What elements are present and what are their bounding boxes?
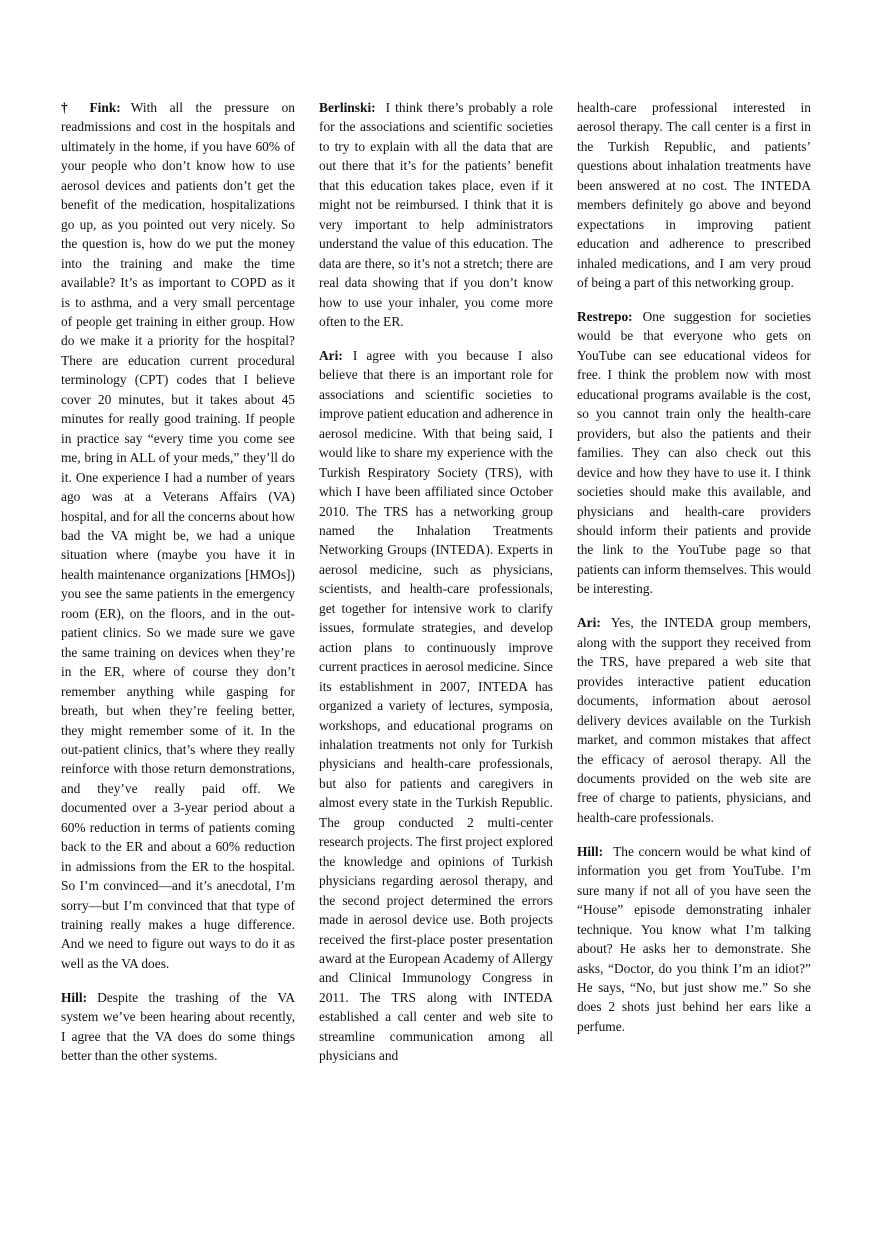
paragraph-hill-1 — [61, 988, 295, 1066]
text-column-2 — [319, 98, 553, 1066]
speaker-label-fink: Fink: — [89, 100, 121, 115]
paragraph-body: With all the pressure on readmissions and cost in the hospitals and ultimately in the home, if you have 60% of your people who don’t know how to use aerosol devices and patients don’t get the benefit of the medication, hospitalizations go up, as you pointed out very nicely. So the question is, how do we put the money into the training and make the time available? It’s as important to COPD as it is to asthma, and a very small percentage of people get training in either group. How do we make it a priority for the hospital? There are education current procedural terminology (CPT) codes that I believe cover 20 minutes, but it takes about 45 minutes for really good training. If people in practice say “every time you come see me, bring in ALL of your meds,” they’ll do it. One experience I had a number of years ago was at a Veterans Affairs (VA) hospital, and for all the concerns about how bad the VA might be, we had a unique situation where (maybe you have it in health maintenance organizations [HMOs]) you see the same patients in the emergency room (ER), on the floors, and in the out-patient clinics. So we made sure we gave the same training on devices when they’re in the ER, where of course they don’t remember anything while gasping for breath, but when they’re feeling better, they might remember some of it. In the out-patient clinics, that’s where they really reinforce with those return demonstrations, and they’ve really paid off. We documented over a 3-year period about a 60% reduction in terms of patients coming back to the ER and about a 60% reduction in admissions from the ER to the hospital. So I’m convinced—and it’s anecdotal, I’m sorry—but I’m convinced that that type of training really makes a huge difference. And we need to figure out ways to do it as well as the VA does. — [61, 100, 296, 971]
speaker-label-ari: Ari: — [319, 347, 343, 363]
speaker-label-berlinski: Berlinski: — [319, 100, 376, 115]
paragraph-body: I think there’s probably a role for the associations and scientific societies to try to explain with all the data that are out there that it’s for the patients’ benefit that this education takes place, even if it might not be reimbursed. I think that it is very important to help administrators understand the value of this education. The data are there, so it’s not a stretch; there are real data showing that if you don’t know how to use your inhaler, you come more often to the ER. — [319, 100, 553, 329]
speaker-label-restrepo: Restrepo: — [577, 309, 633, 325]
paragraph-body: One suggestion for societies would be that everyone who gets on YouTube can see educational videos for free. I think the problem now with most educational programs available is the cost, so you cannot train only the health-care providers, but also the patients and their families. They can also check out this device and how they have to use it. I think societies should make this available, and physicians and health-care providers should inform their patients and provide the link to the YouTube page so that patients can inform themselves. This would be interesting. — [577, 309, 811, 597]
paragraph-body: The concern would be what kind of information you get from YouTube. I’m sure many if not all of you have seen the “House” episode demonstrating inhaler technique. You know what I’m talking about? He asks her to demonstrate. She asks, “Doctor, do you think I’m an idiot?” He says, “No, but just show me.” So she does 2 shots just behind her ears like a perfume. — [577, 843, 811, 1034]
speaker-label-hill: Hill: — [61, 989, 88, 1005]
paragraph-body: Yes, the INTEDA group members, along with the support they received from the TRS, have prepared a web site that provides interactive patient education documents, information about aerosol delivery devices available on the Turkish market, and common mistakes that affect the efficacy of aerosol therapy. All the documents provided on the web site are free of charge to patients, physicians, and health-care professionals. — [577, 615, 811, 825]
paragraph-hill-2 — [577, 842, 811, 1037]
paragraph-restrepo — [577, 307, 811, 599]
paragraph-ari-2 — [577, 613, 811, 827]
paragraph-ari-1 — [319, 346, 553, 1066]
footnote-dagger-marker: † — [61, 100, 90, 115]
paragraph-body: Despite the trashing of the VA system we’ve been hearing about recently, I agree that the VA does do some things better than the other systems. — [61, 989, 295, 1064]
text-column-3 — [577, 98, 811, 1036]
paragraph-body: I agree with you because I also believe that there is an important role for associations and scientific societies to improve patient education and adherence in aerosol medicine. With that being said, I would like to share my experience with the Turkish Respiratory Society (TRS), with which I have been affiliated since October 2010. The TRS has a networking group named the Inhalation Treatments Networking Groups (INTEDA). Experts in aerosol medicine, such as physicians, scientists, and health-care professionals, get together for intensive work to clarify issues, formulate strategies, and develop action plans to continuously improve current practices in aerosol medicine. Since its establishment in 2007, INTEDA has organized a variety of lectures, symposia, workshops, and educational programs on inhalation treatments not only for Turkish physicians and health-care professionals, but also for patients and caregivers in almost every state in the Turkish Republic. The group conducted 2 multi-center research projects. The first project explored the knowledge and opinions of Turkish physicians regarding aerosol therapy, and the second project determined the errors made in aerosol device use. Both projects received the first-place poster presentation award at the European Academy of Allergy and Clinical Immunology Congress in 2011. The TRS along with INTEDA established a call center and web site to streamline communication among all physicians and — [319, 347, 553, 1064]
text-column-1 — [61, 98, 295, 1066]
speaker-label-hill: Hill: — [577, 843, 604, 859]
paragraph-body: health-care professional interested in aerosol therapy. The call center is a first in the Turkish Republic, and patients’ questions about inhalation treatments have been answered at no cost. The INTEDA members definitely go above and beyond expectations in improving patient education and adherence to prescribed inhaled medications, and I am very proud of being a part of this networking group. — [577, 100, 811, 291]
paragraph-fink — [61, 98, 295, 973]
three-column-text-body — [61, 98, 811, 1088]
paragraph-ari-continued — [577, 98, 811, 293]
paragraph-berlinski — [319, 98, 553, 331]
speaker-label-ari: Ari: — [577, 615, 601, 631]
